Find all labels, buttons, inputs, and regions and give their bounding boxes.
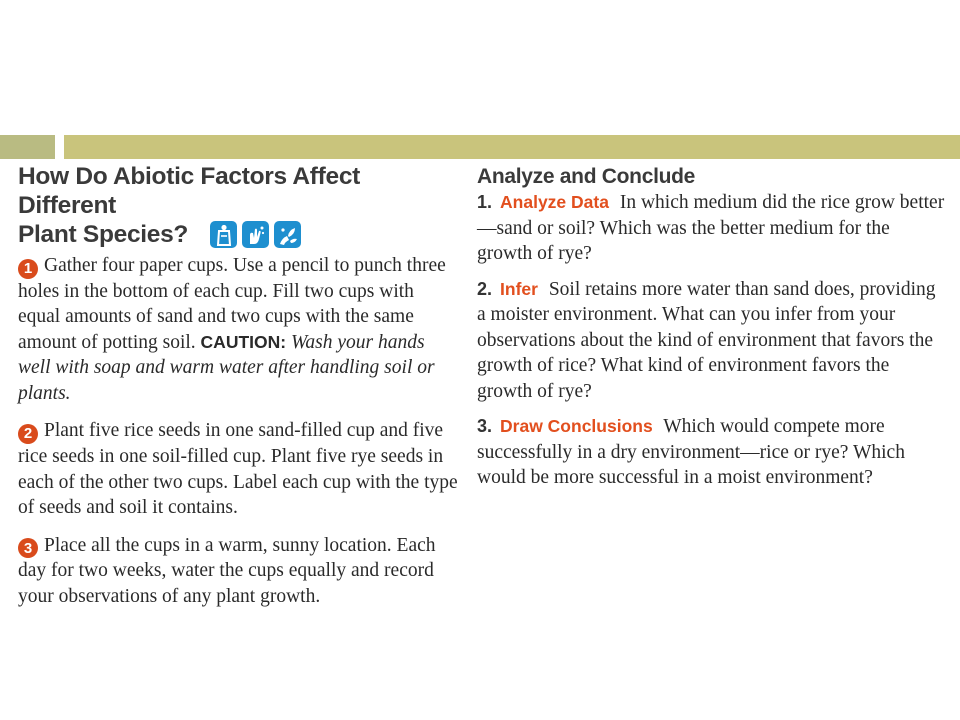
step-number-3: 3	[18, 538, 38, 558]
question-number-3: 3.	[477, 416, 493, 436]
step-2-text: Plant five rice seeds in one sand-filled cup and five rice seeds in one soil-filled cup. Plant five rye seeds in each of the other two cups. Label each cup with the type of seeds and soil it contains.	[18, 420, 458, 518]
step-number-1: 1	[18, 259, 38, 279]
accent-bar-small	[0, 135, 55, 159]
accent-bar	[64, 135, 960, 159]
question-2	[477, 277, 947, 405]
safety-icons	[210, 221, 301, 248]
question-text-2: Soil retains more water than sand does, providing a moister environment. What can you infer from your observations about the kind of environment that favors the growth of rice? What kind of environment favors the growth of rye?	[477, 278, 936, 402]
plant-safety-icon	[274, 221, 301, 248]
lab-apron-icon	[210, 221, 237, 248]
question-number-2: 2.	[477, 278, 493, 299]
lab-step-3	[18, 533, 458, 610]
caution-label: CAUTION:	[200, 331, 287, 352]
question-skill-3: Draw Conclusions	[500, 416, 653, 436]
lab-activity	[18, 162, 458, 609]
question-3	[477, 414, 947, 491]
hand-wash-icon	[242, 221, 269, 248]
lab-step-2	[18, 418, 458, 520]
analyze-title: Analyze and Conclude	[477, 165, 696, 188]
step-3-text: Place all the cups in a warm, sunny location. Each day for two weeks, water the cups equally and record your observations of any plant growth.	[18, 534, 436, 607]
lab-title	[18, 162, 458, 249]
question-text-1: In which medium did the rice grow better—sand or soil? Which was the better medium for the growth of rye?	[477, 192, 945, 264]
lab-title-line2: Plant Species?	[18, 221, 189, 248]
question-text-3: Which would compete more successfully in a dry environment—rice or rye? Which would be more successful in a moist environment?	[477, 416, 905, 488]
lab-title-line1: How Do Abiotic Factors Affect Different	[18, 163, 361, 219]
analyze-and-conclude	[477, 164, 947, 491]
question-1	[477, 190, 947, 267]
lab-step-1	[18, 253, 458, 406]
step-1-text: Gather four paper cups. Use a pencil to punch three holes in the bottom of each cup. Fill two cups with equal amounts of sand and two cups with the same amount of potting soil.	[18, 255, 446, 353]
question-skill-1: Analyze Data	[500, 192, 609, 212]
step-number-2: 2	[18, 424, 38, 444]
caution-text: Wash your hands well with soap and warm water after handling soil or plants.	[18, 331, 435, 404]
question-skill-2: Infer	[500, 278, 538, 299]
question-number-1: 1.	[477, 192, 493, 212]
